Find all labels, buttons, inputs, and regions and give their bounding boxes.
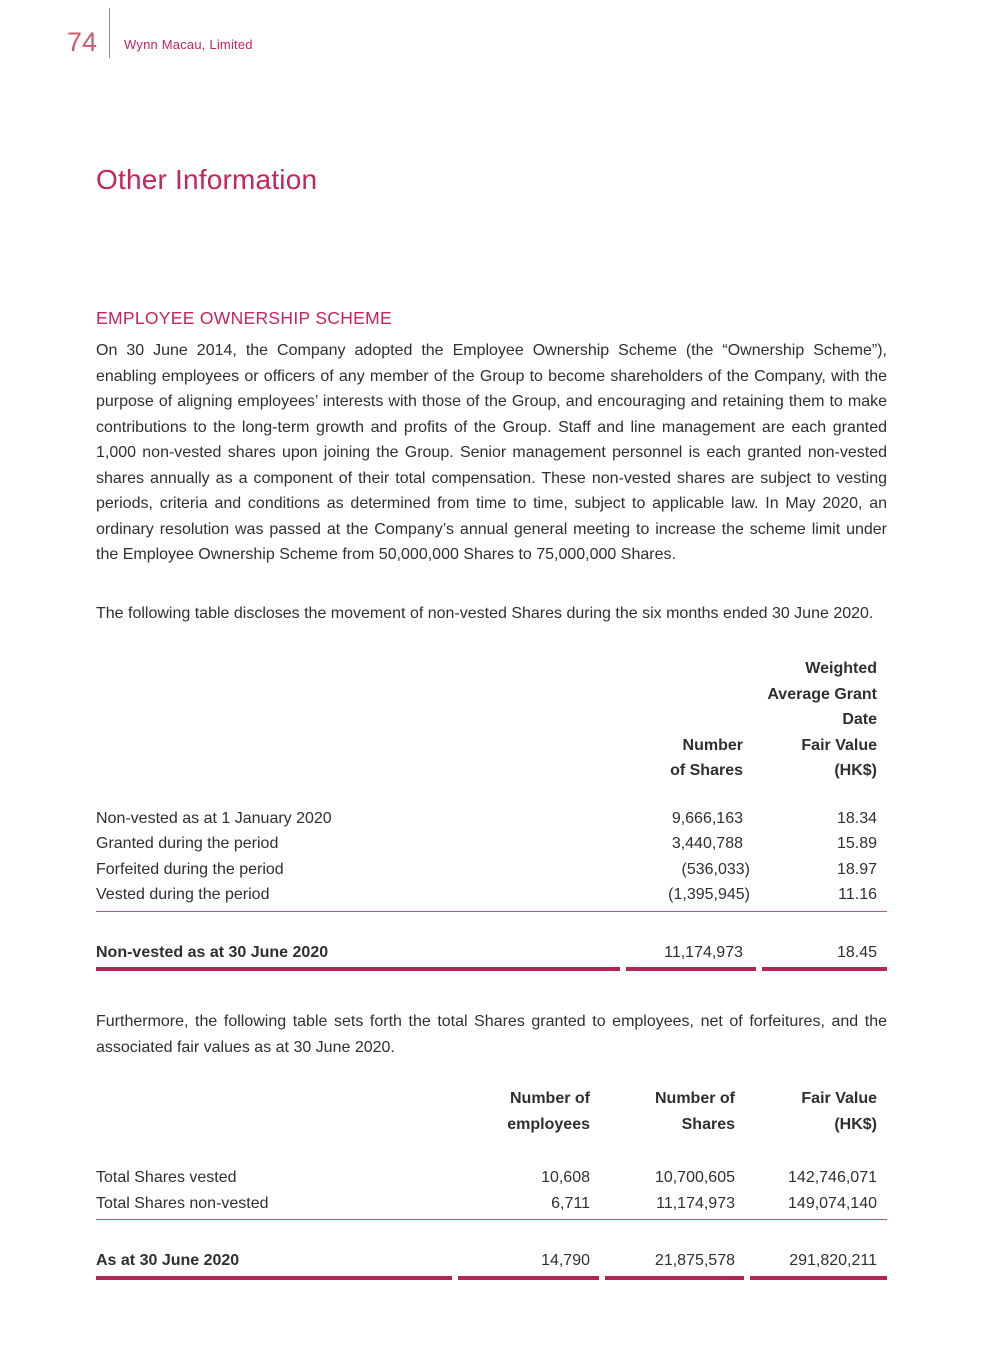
row-label: Vested during the period [96,886,270,903]
table1-header-line: (HK$) [834,762,877,779]
table2-header-number-of-employees [452,1086,599,1137]
total-shares-value: 21,875,578 [654,1252,735,1269]
table1-body [96,806,887,908]
table1-header-line: Average Grant [767,685,877,703]
total-row-label: As at 30 June 2020 [96,1252,240,1269]
row-shares-value: 10,700,605 [654,1169,735,1186]
total-fair-value: 18.45 [836,943,877,961]
row-fair-value: 15.89 [836,835,877,852]
table1-header-number-of-shares [620,733,756,784]
table1-header-line: Weighted [805,660,877,677]
table-row [96,831,887,857]
shares-granted-table [96,1086,887,1280]
company-name: Wynn Macau, Limited [124,37,253,52]
table2-header-fair-value [744,1086,887,1137]
table2-header-line: (HK$) [834,1115,877,1133]
row-label: Total Shares vested [96,1169,237,1186]
table-row [96,1165,887,1191]
table-row [96,882,887,908]
table1-total-row [96,940,887,966]
row-shares-value: (1,395,945) [668,886,750,903]
table2-header-line: Number of [510,1090,590,1107]
non-vested-shares-table [96,656,887,971]
row-fair-value: 11.16 [838,886,877,903]
row-fair-value: 18.34 [836,809,877,827]
total-row-label: Non-vested as at 30 June 2020 [96,943,329,961]
row-employees-value: 10,608 [541,1169,590,1186]
table2-subtotal-rule [96,1219,887,1220]
total-shares-value: 11,174,973 [664,943,743,961]
table-row [96,806,887,832]
row-shares-value: 11,174,973 [656,1194,735,1212]
paragraph-table1-intro: The following table discloses the movement of non-vested Shares during the six months ended 30 June 2020. [96,604,874,622]
table2-header-line: employees [507,1115,590,1133]
paragraph-scheme-description: On 30 June 2014, the Company adopted the Employee Ownership Scheme (the “Ownership Scheme”), enabling employees or officers of any member of the Group to become shareholders of the Company, with the purpose of aligning employees’ interests with those of the Group, and encouraging and retaining them to make contributions to the long-term growth and profits of the Group. Staff and line management are each granted 1,000 non-vested shares upon joining the Group. Senior management personnel is each granted non-vested shares annually as a component of their total compensation. These non-vested shares are subject to vesting periods, criteria and conditions as determined from time to time, subject to applicable law. In May 2020, an ordinary resolution was passed at the Company’s annual general meeting to increase the scheme limit under the Employee Ownership Scheme from 50,000,000 Shares to 75,000,000 Shares. [96,342,887,563]
table2-header-row [96,1086,887,1137]
table1-bottom-rule [96,967,887,971]
table2-bottom-rule [96,1276,887,1280]
page-header [67,8,887,58]
table2-header-number-of-shares [599,1086,744,1137]
table2-header-line: Number of [655,1090,735,1107]
table2-total-row [96,1248,887,1274]
table2-body [96,1165,887,1216]
row-fair-value: 18.97 [836,860,877,878]
table1-header-line: of Shares [670,762,743,779]
rule-segment [750,1276,887,1280]
table1-subtotal-rule [96,911,887,912]
total-fair-value: 291,820,211 [789,1252,877,1269]
table2-header-line: Fair Value [801,1090,877,1107]
row-fair-value: 149,074,140 [788,1194,877,1212]
table-row [96,857,887,883]
row-employees-value: 6,711 [551,1194,590,1212]
table1-header-line: Date [842,711,877,728]
row-shares-value: (536,033) [681,860,750,878]
page-title: Other Information [96,164,318,195]
row-shares-value: 9,666,163 [671,809,743,827]
page-number: 74 [67,27,98,57]
rule-segment [626,967,756,971]
row-shares-value: 3,440,788 [671,835,743,852]
table-row [96,1191,887,1217]
row-label: Non-vested as at 1 January 2020 [96,809,332,827]
section-heading: EMPLOYEE OWNERSHIP SCHEME [96,308,392,328]
row-label: Total Shares non-vested [96,1194,269,1212]
header-divider [109,8,110,58]
rule-segment [458,1276,599,1280]
table2-header-line: Shares [681,1115,735,1133]
rule-segment [605,1276,744,1280]
table1-header-fair-value [756,656,887,784]
paragraph-table2-intro: Furthermore, the following table sets forth the total Shares granted to employees, net of forfeitures, and the associated fair values as at 30 June 2020. [96,1013,887,1056]
table1-header-row [96,656,887,784]
total-employees-value: 14,790 [541,1252,590,1269]
row-label: Granted during the period [96,835,279,852]
rule-segment [96,1276,452,1280]
row-label: Forfeited during the period [96,860,284,878]
table1-header-line: Fair Value [801,736,877,754]
rule-segment [96,967,620,971]
row-fair-value: 142,746,071 [788,1169,877,1186]
table1-header-line: Number [682,736,743,754]
rule-segment [762,967,887,971]
